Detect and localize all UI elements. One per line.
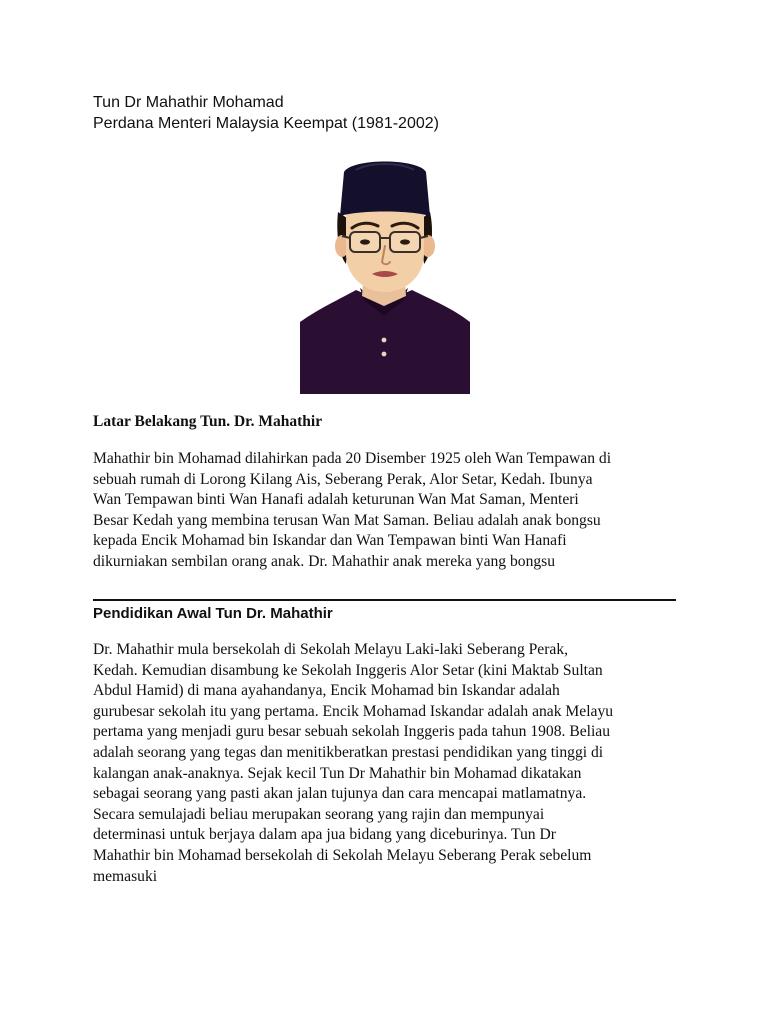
paragraph-line: kepada Encik Mohamad bin Iskandar dan Wan Tempawan binti Wan Hanafi (93, 532, 567, 550)
eye-shape (400, 239, 410, 244)
paragraph-line: Kedah. Kemudian disambung ke Sekolah Inggeris Alor Setar (kini Maktab Sultan (93, 661, 603, 679)
eye-shape (360, 239, 370, 244)
paragraph-line: Mahathir bin Mohamad dilahirkan pada 20 Disember 1925 oleh Wan Tempawan di (93, 450, 612, 467)
portrait-illustration (300, 150, 470, 394)
songkok-shape (340, 162, 430, 217)
paragraph-background (93, 449, 683, 573)
paragraph-line: kalangan anak-anaknya. Sejak kecil Tun Dr Mahathir bin Mohamad dikatakan (93, 764, 582, 782)
document-heading (93, 92, 439, 134)
paragraph-line: Dr. Mahathir mula bersekolah di Sekolah Melayu Laki-laki Seberang Perak, (93, 641, 569, 658)
paragraph-line: Mahathir bin Mohamad bersekolah di Sekolah Melayu Seberang Perak sebelum (93, 846, 592, 864)
paragraph-line: Besar Kedah yang membina terusan Wan Mat Saman. Beliau adalah anak bongsu (93, 511, 601, 529)
section-divider (93, 599, 676, 601)
paragraph-line: Secara semulajadi beliau merupakan seorang yang rajin dan mempunyai (93, 805, 545, 823)
paragraph-line: adalah seorang yang tegas dan menitikberatkan prestasi pendidikan yang tinggi di (93, 743, 604, 761)
paragraph-education (93, 640, 683, 887)
heading-title: Perdana Menteri Malaysia Keempat (1981-2002) (93, 115, 439, 132)
paragraph-line: Wan Tempawan binti Wan Hanafi adalah keturunan Wan Mat Saman, Menteri (93, 491, 579, 509)
paragraph-line: memasuki (93, 867, 158, 885)
section-title-background: Latar Belakang Tun. Dr. Mahathir (93, 413, 323, 430)
button-dot (382, 338, 387, 343)
button-dot (382, 352, 387, 357)
paragraph-line: gurubesar sekolah itu yang pertama. Encik Mohamad Iskandar adalah anak Melayu (93, 702, 614, 720)
heading-name: Tun Dr Mahathir Mohamad (93, 94, 284, 111)
paragraph-line: Abdul Hamid) di mana ayahandanya, Encik Mohamad bin Iskandar adalah (93, 682, 560, 700)
paragraph-line: sebagai seorang yang pasti akan jalan tujunya dan cara mencapai matlamatnya. (93, 785, 587, 803)
paragraph-line: pertama yang menjadi guru besar sebuah sekolah Inggeris pada tahun 1908. Beliau (93, 723, 611, 741)
section-title-education: Pendidikan Awal Tun Dr. Mahathir (93, 605, 333, 622)
paragraph-line: determinasi untuk berjaya dalam apa jua bidang yang diceburinya. Tun Dr (93, 826, 556, 844)
paragraph-line: dikurniakan sembilan orang anak. Dr. Mahathir anak mereka yang bongsu (93, 552, 556, 570)
paragraph-line: sebuah rumah di Lorong Kilang Ais, Seberang Perak, Alor Setar, Kedah. Ibunya (93, 470, 593, 488)
